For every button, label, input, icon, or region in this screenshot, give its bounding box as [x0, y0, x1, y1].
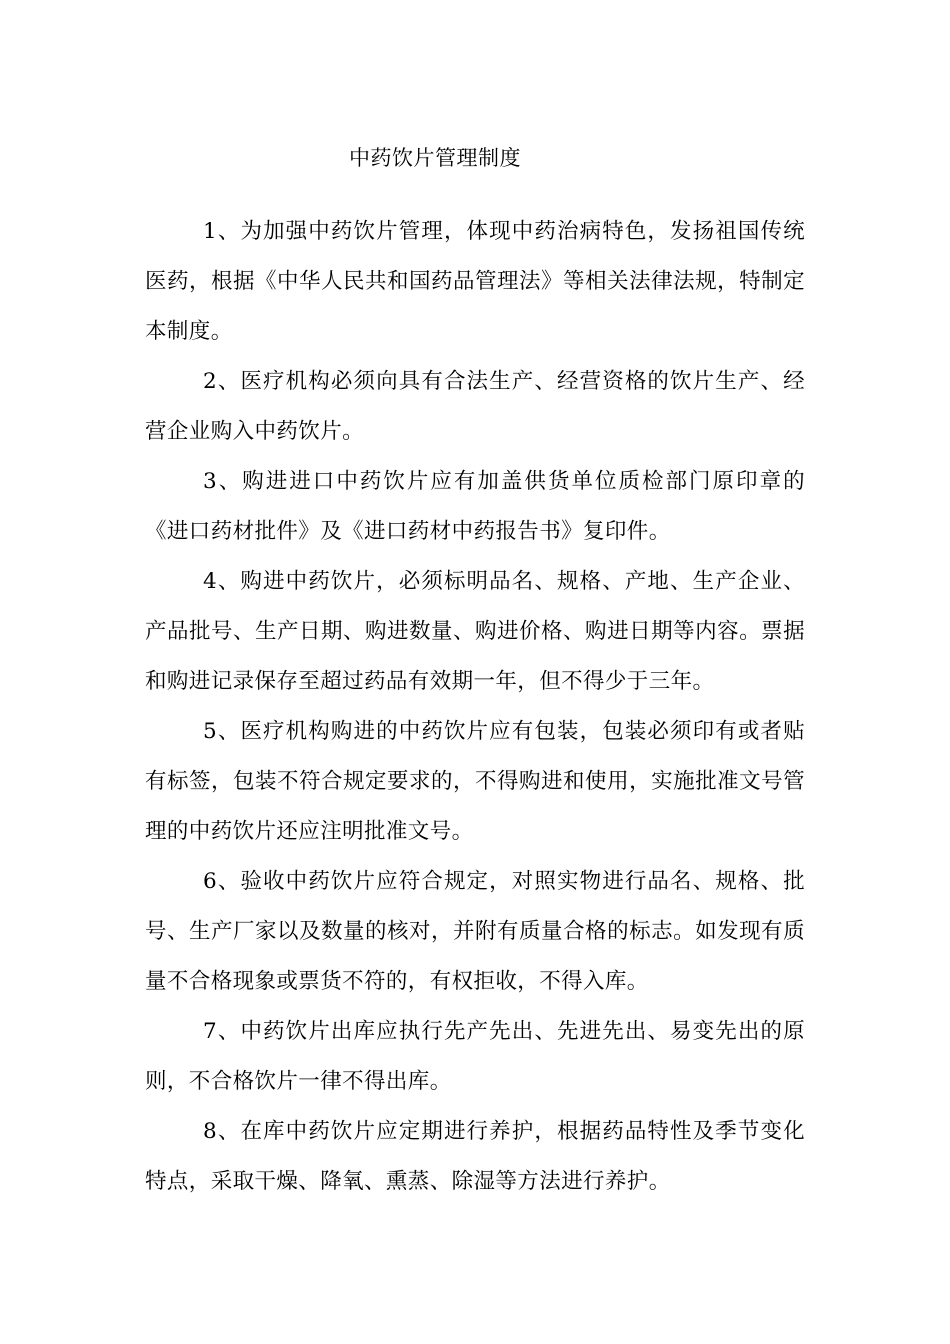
paragraph-8: 8、在库中药饮片应定期进行养护，根据药品特性及季节变化特点，采取干燥、降氧、熏蒸、除湿等方法进行养护。: [145, 1119, 805, 1194]
paragraph-1: 1、为加强中药饮片管理，体现中药治病特色，发扬祖国传统医药，根据《中华人民共和国药品管理法》等相关法律法规，特制定本制度。: [145, 219, 805, 344]
document-body: [145, 207, 805, 1207]
document-title: 中药饮片管理制度: [349, 146, 521, 170]
paragraph-5: 5、医疗机构购进的中药饮片应有包装，包装必须印有或者贴有标签，包装不符合规定要求的，不得购进和使用，实施批准文号管理的中药饮片还应注明批准文号。: [145, 719, 805, 844]
paragraph-6: 6、验收中药饮片应符合规定，对照实物进行品名、规格、批号、生产厂家以及数量的核对，并附有质量合格的标志。如发现有质量不合格现象或票货不符的，有权拒收，不得入库。: [145, 869, 805, 994]
paragraph-3: 3、购进进口中药饮片应有加盖供货单位质检部门原印章的《进口药材批件》及《进口药材中药报告书》复印件。: [145, 469, 805, 544]
paragraph-4: 4、购进中药饮片，必须标明品名、规格、产地、生产企业、产品批号、生产日期、购进数量、购进价格、购进日期等内容。票据和购进记录保存至超过药品有效期一年，但不得少于三年。: [145, 569, 805, 694]
paragraph-7: 7、中药饮片出库应执行先产先出、先进先出、易变先出的原则，不合格饮片一律不得出库。: [145, 1019, 805, 1094]
paragraph-2: 2、医疗机构必须向具有合法生产、经营资格的饮片生产、经营企业购入中药饮片。: [145, 369, 805, 444]
